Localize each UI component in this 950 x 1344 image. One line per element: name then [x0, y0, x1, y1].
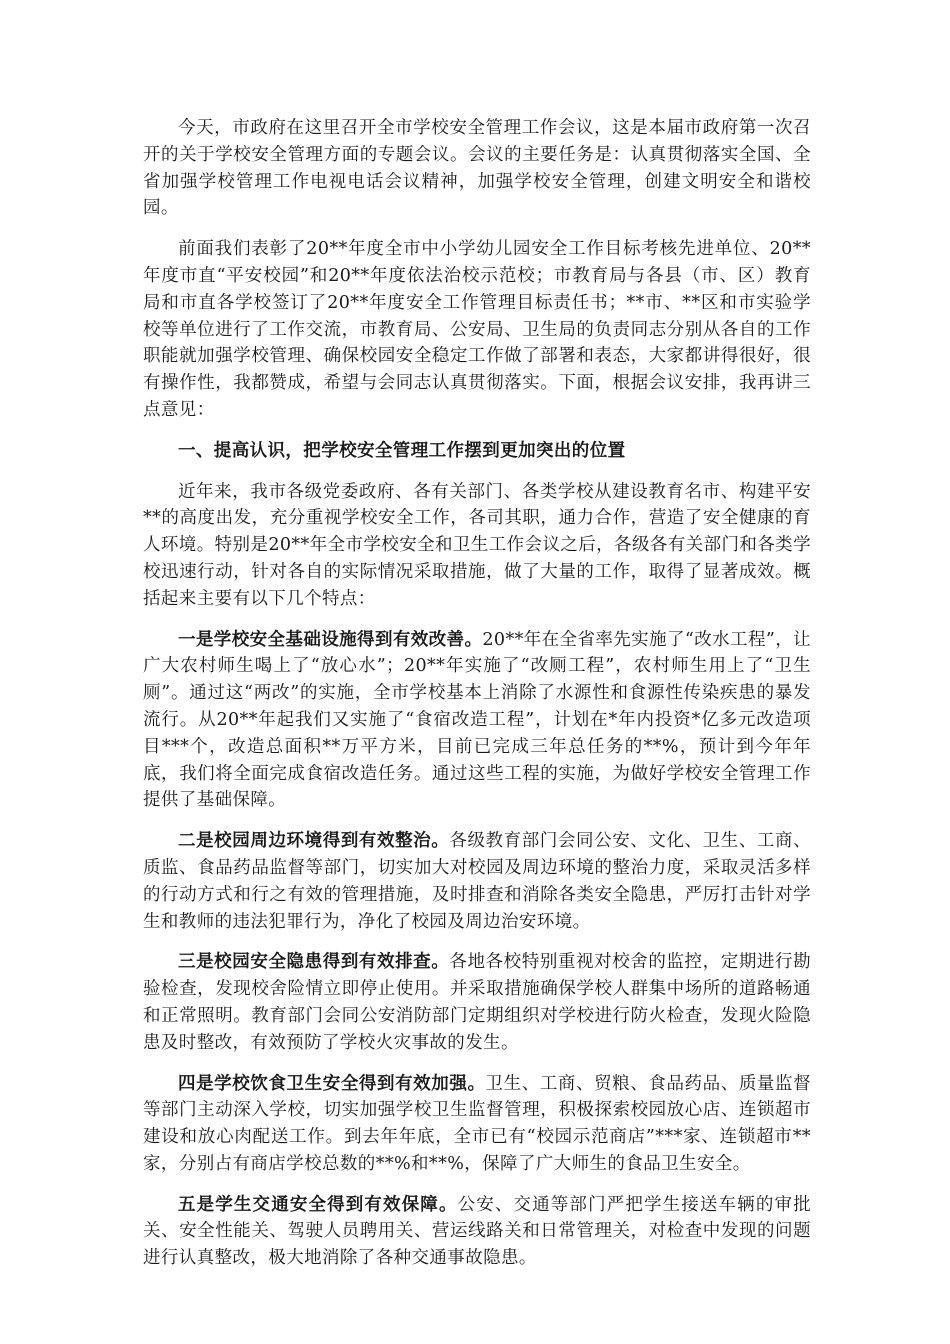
point-paragraph	[143, 949, 811, 1056]
point-body: 20**年在全省率先实施了“改水工程”，让广大农村师生喝上了“放心水”；20**年实施了“改厕工程”，农村师生用上了“卫生厕”。通过这“两改”的实施，全市学校基本上消除了水源性和食源性传染疾患的暴发流行。从20**年起我们又实施了“食宿改造工程”，计划在*年内投资*亿多元改造项目***个，改造总面积**万平方米，目前已完成三年总任务的**%，预计到今年年底，我们将全面完成食宿改造任务。通过这些工程的实施，为做好学校安全管理工作提供了基础保障。	[143, 629, 811, 811]
point-lead: 二是校园周边环境得到有效整治。	[178, 831, 450, 852]
point-body: 卫生、工商、贸粮、食品药品、质量监督等部门主动深入学校，切实加强学校卫生监督管理，积极探索校园放心店、连锁超市建设和放心肉配送工作。到去年年底，全市已有“校园示范商店”***家、连锁超市**家，分别占有商店学校总数的**%和**%，保障了广大师生的食品卫生安全。	[143, 1073, 811, 1174]
point-body: 各地各校特别重视对校舍的监控，定期进行勘验检查，发现校舍险情立即停止使用。并采取措施确保学校人群集中场所的道路畅通和正常照明。教育部门会同公安消防部门定期组织对学校进行防火检查，发现火险隐患及时整改，有效预防了学校火灾事故的发生。	[143, 952, 812, 1053]
paragraph-review: 前面我们表彰了20**年度全市中小学幼儿园安全工作目标考核先进单位、20**年度市直“平安校园”和20**年度依法治校示范校；市教育局与各县（市、区）教育局和市直各学校签订了20**年度安全工作管理目标责任书；**市、**区和市实验学校等单位进行了工作交流，市教育局、公安局、卫生局的负责同志分别从各自的工作职能就加强学校管理、确保校园安全稳定工作做了部署和表态，大家都讲得很好，很有操作性，我都赞成，希望与会同志认真贯彻落实。下面，根据会议安排，我再讲三点意见：	[143, 239, 811, 420]
paragraph-intro: 今天，市政府在这里召开全市学校安全管理工作会议，这是本届市政府第一次召开的关于学校安全管理方面的专题会议。会议的主要任务是：认真贯彻落实全国、全省加强学校管理工作电视电话会议精神，加强学校安全管理，创建文明安全和谐校园。	[143, 118, 811, 219]
point-body: 各级教育部门会同公安、文化、卫生、工商、质监、食品药品监督等部门，切实加大对校园及周边环境的整治力度，采取灵活多样的行动方式和行之有效的管理措施，及时排查和消除各类安全隐患，严厉打击针对学生和教师的违法犯罪行为，净化了校园及周边治安环境。	[143, 831, 812, 932]
point-paragraph	[143, 1192, 811, 1272]
point-lead: 一是学校安全基础设施得到有效改善。	[178, 629, 483, 650]
paragraph-section-intro: 近年来，我市各级党委政府、各有关部门、各类学校从建设教育名市、构建平安**的高度出发，充分重视学校安全工作，各司其职，通力合作，营造了安全健康的育人环境。特别是20**年全市学校安全和卫生工作会议之后，各级各有关部门和各类学校迅速行动，针对各自的实际情况采取措施，做了大量的工作，取得了显著成效。概括起来主要有以下几个特点：	[143, 481, 811, 609]
point-lead: 四是学校饮食卫生安全得到有效加强。	[178, 1073, 486, 1094]
point-paragraph	[143, 828, 811, 935]
point-paragraph	[143, 1071, 811, 1178]
point-body: 公安、交通等部门严把学生接送车辆的审批关、安全性能关、驾驶人员聘用关、营运线路关和日常管理关，对检查中发现的问题进行认真整改，极大地消除了各种交通事故隐患。	[143, 1194, 811, 1269]
point-paragraph	[143, 627, 811, 815]
section-heading: 一、提高认识，把学校安全管理工作摆到更加突出的位置	[178, 440, 626, 461]
point-lead: 五是学生交通安全得到有效保障。	[178, 1194, 458, 1215]
document-body	[143, 115, 811, 1286]
point-lead: 三是校园安全隐患得到有效排查。	[178, 952, 450, 973]
